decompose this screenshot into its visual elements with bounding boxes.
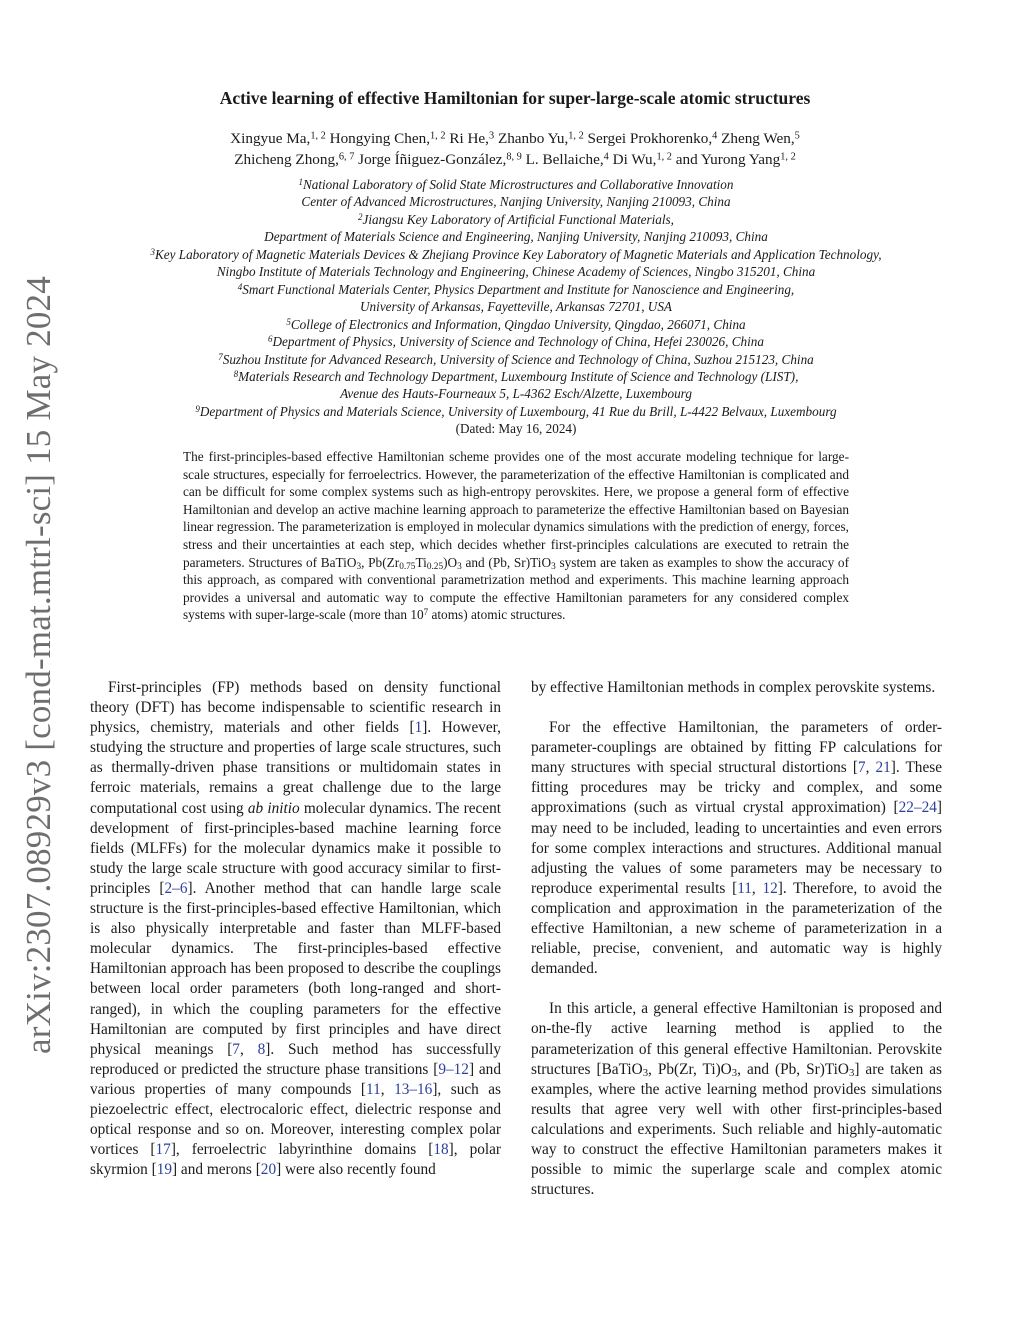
author: Zhanbo Yu,$^{1, 2}$ xyxy=(497,130,584,147)
affiliation-line: University of Arkansas, Fayetteville, Arkansas 72701, USA xyxy=(360,299,672,315)
citation-link[interactable]: 7 xyxy=(232,1040,240,1058)
affiliation-line: Ningbo Institute of Materials Technology and Engineering, Chinese Academy of Sciences, Ningbo 315201, China xyxy=(216,264,816,280)
author: Sergei Prokhorenko,$^4$ xyxy=(587,130,718,147)
citation-link[interactable]: 22–24 xyxy=(898,799,937,817)
affiliation-line: Department of Materials Science and Engineering, Nanjing University, Nanjing 210093, China xyxy=(264,229,768,245)
dated-line: (Dated: May 16, 2024) xyxy=(455,421,577,437)
author: Zheng Wen,$^5$ xyxy=(721,130,800,147)
affiliation-line: $^4$Smart Functional Materials Center, Physics Department and Institute for Nanoscience and Engineering, xyxy=(237,281,795,297)
author: Hongying Chen,$^{1, 2}$ xyxy=(329,130,446,147)
citation-link[interactable]: 20 xyxy=(260,1161,277,1179)
author: Jorge Íñiguez-González,$^{8, 9}$ xyxy=(358,151,522,168)
citation-link[interactable]: 2–6 xyxy=(164,879,188,897)
affiliation-line: Center of Advanced Microstructures, Nanjing University, Nanjing 210093, China xyxy=(301,194,731,210)
citation-link[interactable]: 11 xyxy=(737,879,752,897)
author: and Yurong Yang$^{1, 2}$ xyxy=(675,151,796,168)
citation-link[interactable]: 21 xyxy=(875,759,891,777)
arxiv-sidebar xyxy=(14,276,64,1054)
body-paragraph: For the effective Hamiltonian, the parameters of order-parameter-couplings are obtained by fitting FP calculations for many structures with special structural distortions [7, 21]. These fitting procedures may be tricky and complex, and some approximations (such as virtual crystal approximation) [22–24] may need to be included, leading to uncertainties and even errors for some complex interactions and structures. Additional manual adjusting the values of some parameters may be necessary to reproduce experimental results [11, 12]. Therefore, to avoid the complication and approximation in the parameterization of the effective Hamiltonian, a new scheme of parameterization in a reliable, precise, convenient, and automatic way is highly demanded. xyxy=(531,719,942,978)
right-column xyxy=(531,678,942,1200)
author: L. Bellaiche,$^4$ xyxy=(525,151,609,168)
author: Zhicheng Zhong,$^{6, 7}$ xyxy=(234,151,355,168)
affiliation-line: Avenue des Hauts-Fourneaux 5, L-4362 Esch/Alzette, Luxembourg xyxy=(340,386,692,402)
author: Xingyue Ma,$^{1, 2}$ xyxy=(230,130,326,147)
affiliation-line: $^1$National Laboratory of Solid State Microstructures and Collaborative Innovation xyxy=(298,176,734,192)
citation-link[interactable]: 13–16 xyxy=(394,1080,433,1098)
abstract: The first-principles-based effective Hamiltonian scheme provides one of the most accurate modeling technique for large-scale structures, especially for ferroelectrics. However, the parameterization of the effective Hamiltonian is complicated and can be difficult for some complex systems such as high-entropy perovskites. Here, we propose a general form of effective Hamiltonian and develop an active machine learning approach to parameterize the effective Hamiltonian based on Bayesian linear regression. The parameterization is employed in molecular dynamics simulations with the prediction of energy, forces, stress and their uncertainties at each step, which decides whether first-principles calculations are executed to retrain the parameters. Structures of BaTiO$_3$, $Pb(Zr_{0.75}Ti_{0.25})O_3$ and (Pb, Sr)TiO$_3$ system are taken as examples to show the accuracy of this approach, as compared with conventional parametrization method and experiments. This machine learning approach provides a universal and automatic way to compute the effective Hamiltonian parameters for any considered complex systems with super-large-scale (more than $10^7$ atoms) atomic structures. xyxy=(183,449,850,623)
citation-link[interactable]: 11 xyxy=(366,1080,381,1098)
continued-paragraph: by effective Hamiltonian methods in complex perovskite systems. xyxy=(531,679,936,696)
left-column xyxy=(90,678,501,1180)
paper-title: Active learning of effective Hamiltonian for super-large-scale atomic structures xyxy=(219,88,811,108)
intro-paragraph: First-principles (FP) methods based on density functional theory (DFT) has become indispensable to scientific research in physics, chemistry, materials and other fields [1]. However, studying the structure and properties of large scale structures, such as thermally-driven phase transitions or multidomain states in ferroic materials, remains a great challenge due to the large computational cost using ab initio molecular dynamics. The recent development of first-principles-based machine learning force fields (MLFFs) for the molecular dynamics make it possible to study the large scale structure with good accuracy similar to first-principles [2–6]. Another method that can handle large scale structure is the first-principles-based effective Hamiltonian, which is also physically interpretable and faster than MLFF-based molecular dynamics. The first-principles-based effective Hamiltonian approach has been proposed to describe the couplings between local order parameters (both long-ranged and short-ranged), in which the coupling parameters for the effective Hamiltonian are computed by first principles and have direct physical meanings [7, 8]. Such method has successfully reproduced or predicted the structure phase transitions [9–12] and various properties of many compounds [11, 13–16], such as piezoelectric effect, electrocaloric effect, dielectric response and optical response and so on. Moreover, interesting complex polar vortices [17], ferroelectric labyrinthine domains [18], polar skyrmion [19] and merons [20] were also recently found xyxy=(90,679,502,1179)
citation-link[interactable]: 18 xyxy=(433,1141,449,1159)
body-paragraph: In this article, a general effective Hamiltonian is proposed and on-the-fly active learning method is applied to the parameterization of this general effective Hamiltonian. Perovskite structures [BaTiO$_3$, Pb(Zr, $Ti)O_3$, and (Pb, Sr)TiO$_3$] are taken as examples, where the active learning method provides simulations results that agree very well with other first-principles-based calculations and experiments. Such reliable and highly-automatic way to construct the effective Hamiltonian parameters makes it possible to mimic the superlarge scale and complex atomic structures. xyxy=(531,1000,943,1199)
author: Ri He,$^3$ xyxy=(449,130,495,147)
affiliation-line: $^5$College of Electronics and Information, Qingdao University, Qingdao, 266071, China xyxy=(286,316,746,332)
affiliation-line: $^9$Department of Physics and Materials Science, University of Luxembourg, 41 Rue du Brill, L-4422 Belvaux, Luxembourg xyxy=(195,403,837,419)
arxiv-identifier: arXiv:2307.08929v3 [cond-mat.mtrl-sci] 15 May 2024 xyxy=(19,276,58,1054)
affiliation-line: $^8$Materials Research and Technology Department, Luxembourg Institute of Science and Technology (LIST), xyxy=(233,368,799,384)
citation-link[interactable]: 17 xyxy=(155,1141,171,1159)
citation-link[interactable]: 19 xyxy=(156,1161,173,1179)
citation-link[interactable]: 1 xyxy=(414,719,423,737)
citation-link[interactable]: 7 xyxy=(857,759,866,777)
affiliation-line: $^7$Suzhou Institute for Advanced Research, University of Science and Technology of China, Suzhou 215123, China xyxy=(218,351,814,367)
citation-link[interactable]: 8 xyxy=(257,1040,266,1058)
citation-link[interactable]: 9–12 xyxy=(438,1060,469,1078)
affiliation-line: $^2$Jiangsu Key Laboratory of Artificial Functional Materials, xyxy=(358,211,674,227)
author-list xyxy=(100,128,930,170)
affiliation-line: $^6$Department of Physics, University of Science and Technology of China, Hefei 230026, China xyxy=(268,334,764,350)
author: Di Wu,$^{1, 2}$ xyxy=(612,151,672,168)
affiliation-line: $^3$Key Laboratory of Magnetic Materials Devices & Zhejiang Province Key Laboratory of Magnetic Materials and Application Technology, xyxy=(150,246,882,262)
citation-link[interactable]: 12 xyxy=(762,879,778,897)
affiliations xyxy=(95,176,937,438)
